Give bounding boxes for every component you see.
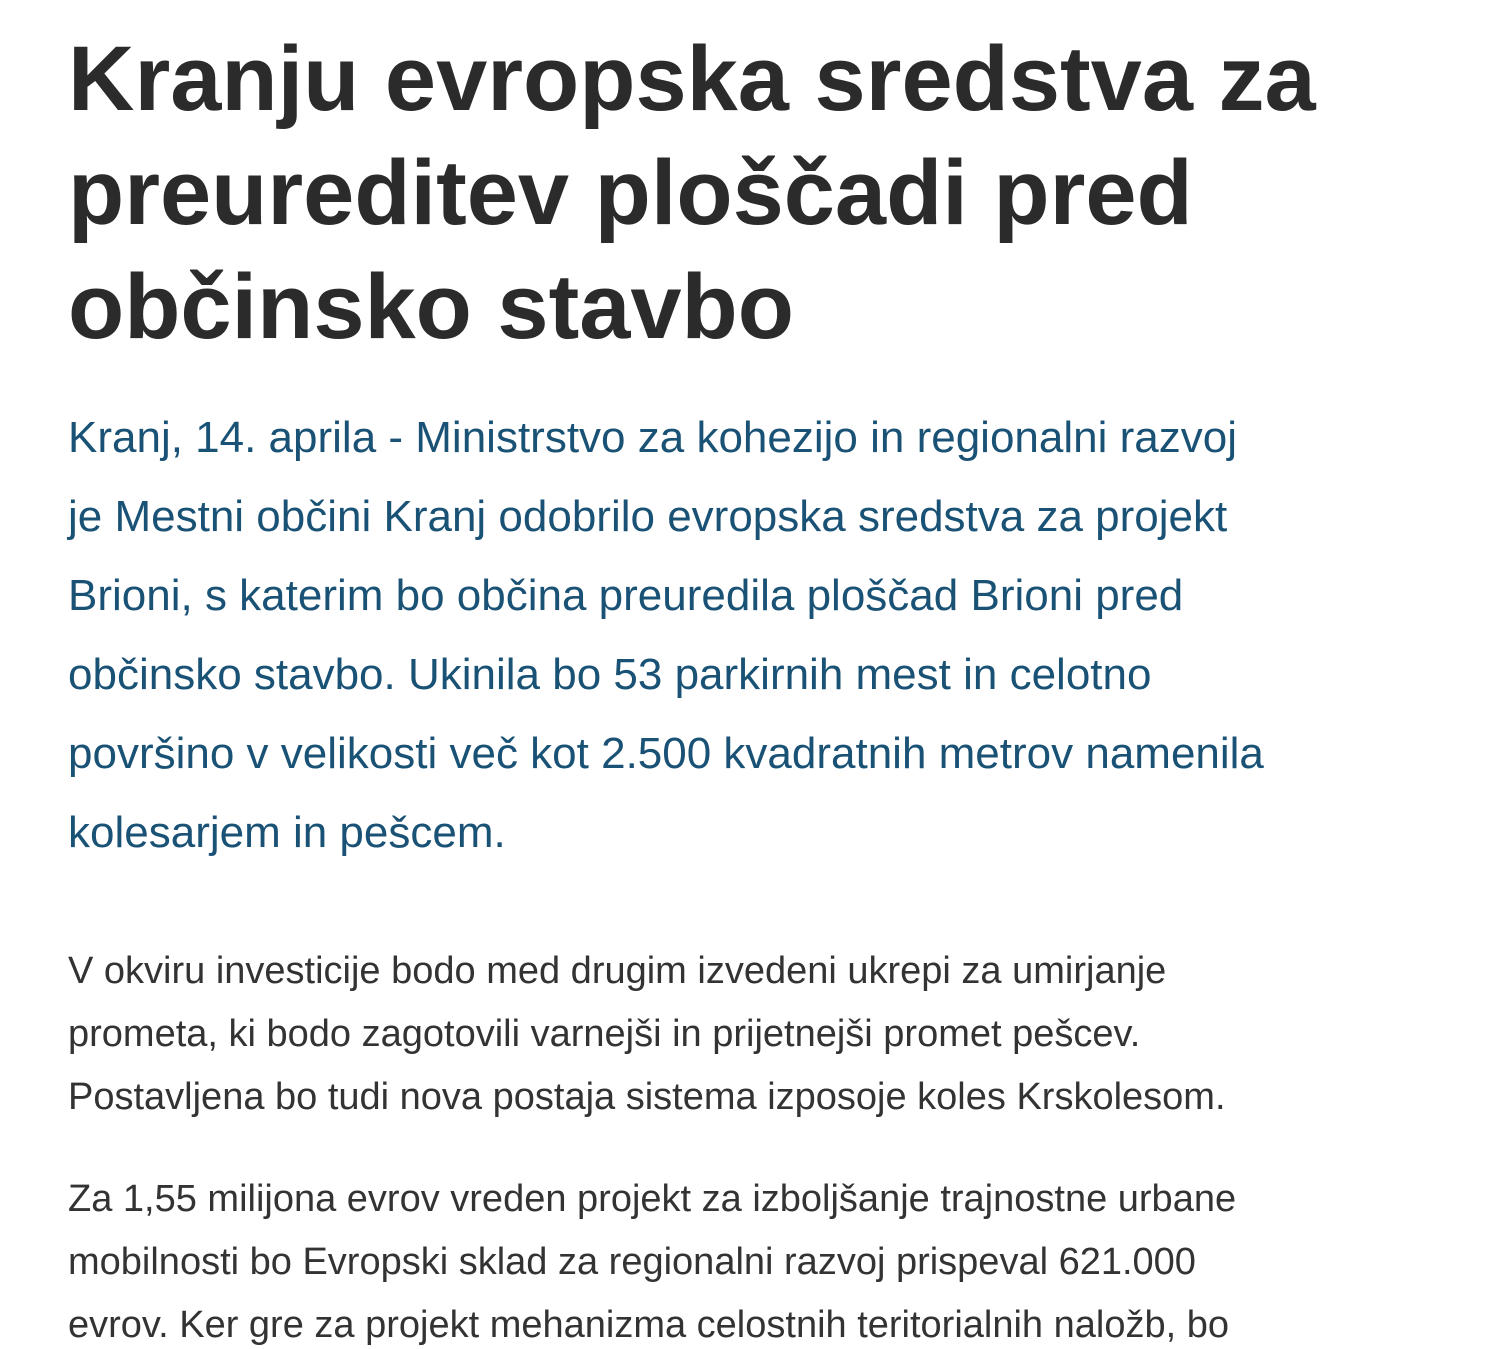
article-paragraph-line: Postavljena bo tudi nova postaja sistema izposoje koles Krskolesom. xyxy=(68,1076,1226,1118)
article-title-line: občinsko stavbo xyxy=(68,256,794,358)
article-title-line: preureditev ploščadi pred xyxy=(68,142,1193,244)
article-title-line: Kranju evropska sredstva za xyxy=(68,28,1316,130)
article-lead-line: je Mestni občini Kranj odobrilo evropska sredstva za projekt xyxy=(68,492,1228,541)
article-paragraph xyxy=(68,940,1408,1129)
article-paragraph-line: V okviru investicije bodo med drugim izvedeni ukrepi za umirjanje xyxy=(68,950,1167,992)
article-paragraph xyxy=(68,1168,1408,1349)
article-lead xyxy=(68,398,1428,872)
article-lead-line: površino v velikosti več kot 2.500 kvadratnih metrov namenila xyxy=(68,729,1264,778)
article-paragraph-line: Za 1,55 milijona evrov vreden projekt za izboljšanje trajnostne urbane xyxy=(68,1178,1237,1220)
article-lead-line: Brioni, s katerim bo občina preuredila ploščad Brioni pred xyxy=(68,571,1184,620)
article-lead-line: občinsko stavbo. Ukinila bo 53 parkirnih mest in celotno xyxy=(68,650,1152,699)
article-title xyxy=(68,22,1408,364)
article-lead-line: kolesarjem in pešcem. xyxy=(68,808,506,857)
article-paragraph-line: prometa, ki bodo zagotovili varnejši in prijetnejši promet pešcev. xyxy=(68,1013,1141,1055)
article-lead-line: Kranj, 14. aprila - Ministrstvo za kohezijo in regionalni razvoj xyxy=(68,413,1237,462)
article-paragraph-line: mobilnosti bo Evropski sklad za regionalni razvoj prispeval 621.000 xyxy=(68,1241,1196,1283)
article-paragraph-line: evrov. Ker gre za projekt mehanizma celostnih teritorialnih naložb, bo xyxy=(68,1304,1229,1346)
